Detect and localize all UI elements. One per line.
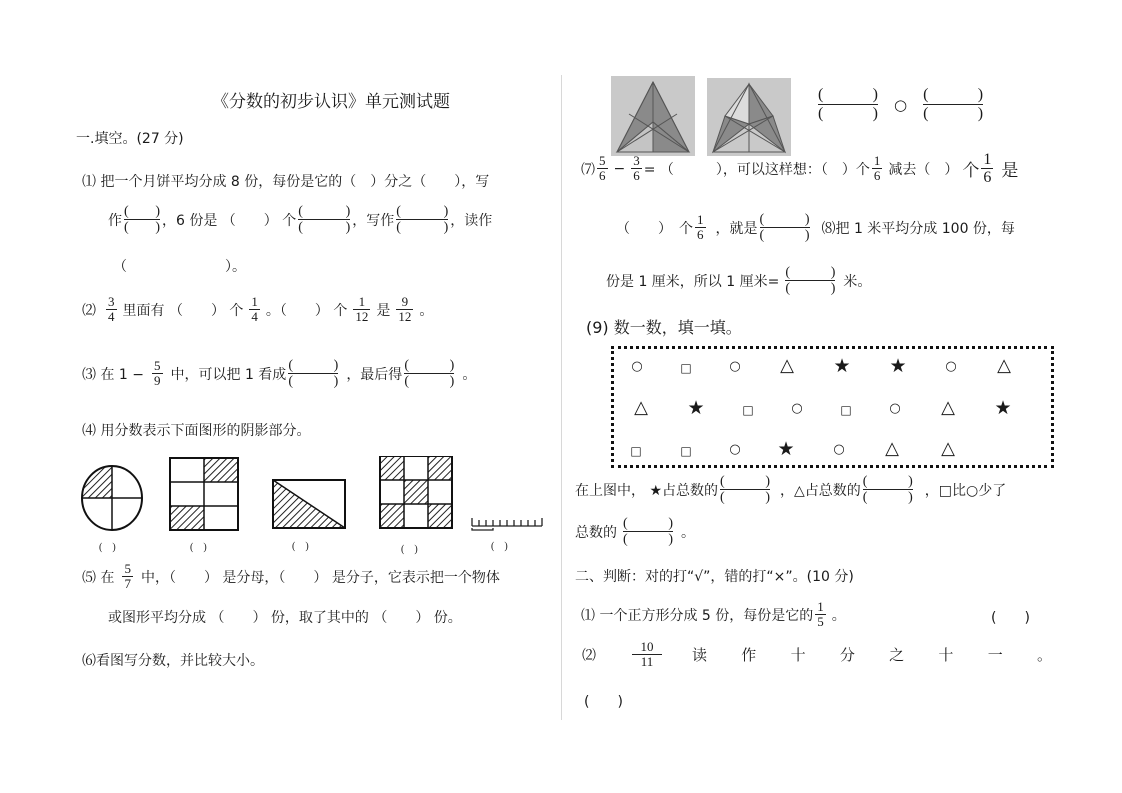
q5-text-a: 中，（ ） 是分母，（ ） 是分子，它表示把一个物体 [140,569,500,586]
q7-text-b: 减去（ ） [888,161,959,178]
q7-fraction-2: $\frac{3}{6}$ [633,153,640,183]
q7-line2-b: ，就是 [715,220,758,237]
q9-text-c: ，□比○少了 [924,482,1007,499]
q9-blank-fraction-3[interactable]: ( ) ( ) [623,516,673,547]
judge-q1-answer[interactable]: ( ) [991,610,1030,626]
q9-line1 [575,474,1006,505]
q9-line2-b: 。 [681,524,695,541]
q3-blank-fraction-1[interactable]: ( ) ( ) [288,358,339,389]
q3-text-b: ，最后得 [346,366,403,383]
circle-icon: ○ [791,401,803,416]
triangle-icon: △ [997,355,1011,376]
char: 一 [987,646,1003,664]
q7-line1 [581,151,1018,186]
q2-text-d: 。 [419,302,434,319]
q7-line2-a: （ ） 个 [616,220,693,237]
ruler-figure [472,518,542,530]
judge-q2-fraction: $\frac{10}{11}$ [632,640,662,669]
q1-text-d: ，读作 [450,212,493,229]
q9-blank-fraction-1[interactable]: ( ) ( ) [720,474,771,505]
q2-label: ⑵ [82,302,96,319]
char: 。 [1036,646,1052,664]
q4-answer-2[interactable]: ( ) [190,542,207,553]
judge-q2-answer[interactable]: ( ) [584,694,623,710]
q1-line1: ⑴ 把一个月饼平均分成 8 份，每份是它的（ ）分之（ ），写 [82,174,490,190]
judge-q1-fraction: $\frac{1}{5}$ [817,599,824,629]
star-icon: ★ [889,355,907,377]
q8-text-b: 米。 [843,273,872,290]
q4-text: ⑷ 用分数表示下面图形的阴影部分。 [82,423,311,439]
q2-fraction-1: $\frac{3}{4}$ [108,294,115,324]
triangle-icon: △ [941,438,955,459]
q2-line [82,295,433,324]
judge-q1-end: 。 [831,607,846,624]
q7-fraction-1: $\frac{5}{6}$ [599,153,606,183]
q6-triangle-2 [707,78,791,156]
star-icon: ★ [687,397,705,419]
char: 读 [692,646,708,664]
q7-fraction-5: $\frac{1}{6}$ [697,212,704,242]
triangle-icon: △ [885,438,899,459]
q7-text-a: = （ ），可以这样想：（ ）个 [643,161,870,178]
q6-text: ⑹看图写分数，并比较大小。 [82,653,264,669]
square-icon: □ [680,361,692,375]
q6-blank-fraction-2[interactable]: ( ) ( ) [923,86,984,122]
q6-compare [816,86,985,123]
q7-blank-fraction[interactable]: ( ) ( ) [759,212,810,243]
q2-text-c: 是 [376,302,391,319]
char: 十 [790,646,806,664]
grid-nine-cells-figure [380,456,452,528]
q7-fraction-3: $\frac{1}{6}$ [873,153,881,183]
q8-line2 [606,265,871,296]
circle-icon: ○ [631,359,643,374]
square-icon: □ [630,444,642,458]
q1-blank-fraction-2[interactable]: ( ) ( ) [298,204,351,235]
judge-q1 [581,600,846,629]
judge-q2 [582,640,1052,669]
q7-text-d: 是 [1001,161,1019,181]
page-title: 《分数的初步认识》单元测试题 [212,92,450,112]
star-icon: ★ [833,355,851,377]
q4-answer-1[interactable]: ( ) [99,542,116,553]
square-icon: □ [742,403,754,417]
q7-q8-line [616,212,1015,243]
q7-fraction-4: $\frac{1}{6}$ [983,151,992,186]
circle-icon: ○ [945,359,957,374]
q2-text-a: 里面有 （ ） 个 [122,302,244,319]
star-icon: ★ [777,438,795,460]
q4-answer-4[interactable]: ( ) [401,544,418,555]
square-icon: □ [680,444,692,458]
rect-six-cells-figure [170,458,238,530]
q1-line2 [108,204,492,235]
q3-text-a: 中，可以把 1 看成 [170,366,287,383]
section1-heading: 一.填空。(27 分) [76,131,184,147]
circle-icon: ○ [889,401,901,416]
q6-blank-fraction-1[interactable]: ( ) ( ) [818,86,878,122]
q3-text-c: 。 [462,366,477,383]
circle-quarter-figure [82,466,142,530]
q1-blank-fraction-1[interactable]: ( ) ( ) [124,204,160,235]
q1-line3[interactable]: （ ）。 [113,259,246,275]
q9-line2 [575,516,695,547]
q9-text-b: ，△占总数的 [780,482,861,499]
q2-fraction-3: $\frac{1}{12}$ [355,294,369,324]
judge-q2-reading [692,644,1052,665]
judge-q2-label: ⑵ [582,647,596,664]
q5-label: ⑸ 在 [82,569,115,586]
circle-icon: ○ [729,442,741,457]
char: 之 [889,646,905,664]
q7-label: ⑺ [581,161,595,178]
q3-fraction-1: $\frac{5}{9}$ [154,358,161,388]
q1-text-c: ，写作 [352,212,395,229]
char: 十 [938,646,954,664]
q8-line1: ⑻把 1 米平均分成 100 份，每 [821,220,1015,237]
q4-answer-3[interactable]: ( ) [292,541,309,552]
q4-figures [80,456,550,538]
star-icon: ★ [994,397,1012,419]
square-icon: □ [840,403,852,417]
rect-triangle-figure [273,480,345,528]
q9-line2-a: 总数的 [575,524,617,541]
q8-blank-fraction[interactable]: ( ) ( ) [785,265,836,296]
q2-fraction-2: $\frac{1}{4}$ [251,294,258,324]
q3-line [82,358,476,389]
char: 分 [839,646,855,664]
q7-text-c: 个 [962,161,980,181]
column-divider [561,75,562,720]
judge-q1-text: ⑴ 一个正方形分成 5 份，每份是它的 [581,607,814,624]
q5-fraction: $\frac{5}{7}$ [124,561,131,591]
q5-line2: 或图形平均分成 （ ） 份，取了其中的 （ ） 份。 [108,610,462,626]
q1-text-a: 作 [108,212,122,229]
q6-triangle-1 [611,76,695,156]
section2-heading: 二、判断：对的打“√”，错的打“×”。(10 分) [575,569,854,585]
q1-blank-fraction-3[interactable]: ( ) ( ) [396,204,449,235]
circle-icon: ○ [833,442,845,457]
q8-text-a: 份是 1 厘米，所以 1 厘米= [606,273,780,290]
triangle-icon: △ [780,355,794,376]
q3-blank-fraction-2[interactable]: ( ) ( ) [404,358,455,389]
circle-icon: ○ [729,359,741,374]
q7-minus: − [613,160,626,177]
q9-heading: (9) 数一数，填一填。 [586,318,742,337]
triangle-icon: △ [634,397,648,418]
q2-fraction-4: $\frac{9}{12}$ [398,294,412,324]
triangle-icon: △ [941,397,955,418]
q2-text-b: 。（ ） 个 [265,302,348,319]
q3-label: ⑶ 在 1 − [82,366,144,383]
char: 作 [741,646,757,664]
compare-circle[interactable]: ○ [894,95,908,114]
q5-line1 [82,562,500,591]
q4-answer-5[interactable]: ( ) [491,541,508,552]
q1-text-b: ，6 份是 （ ） 个 [162,212,297,229]
q9-blank-fraction-2[interactable]: ( ) ( ) [862,474,913,505]
q9-text-a: 在上图中， ★占总数的 [575,482,719,499]
